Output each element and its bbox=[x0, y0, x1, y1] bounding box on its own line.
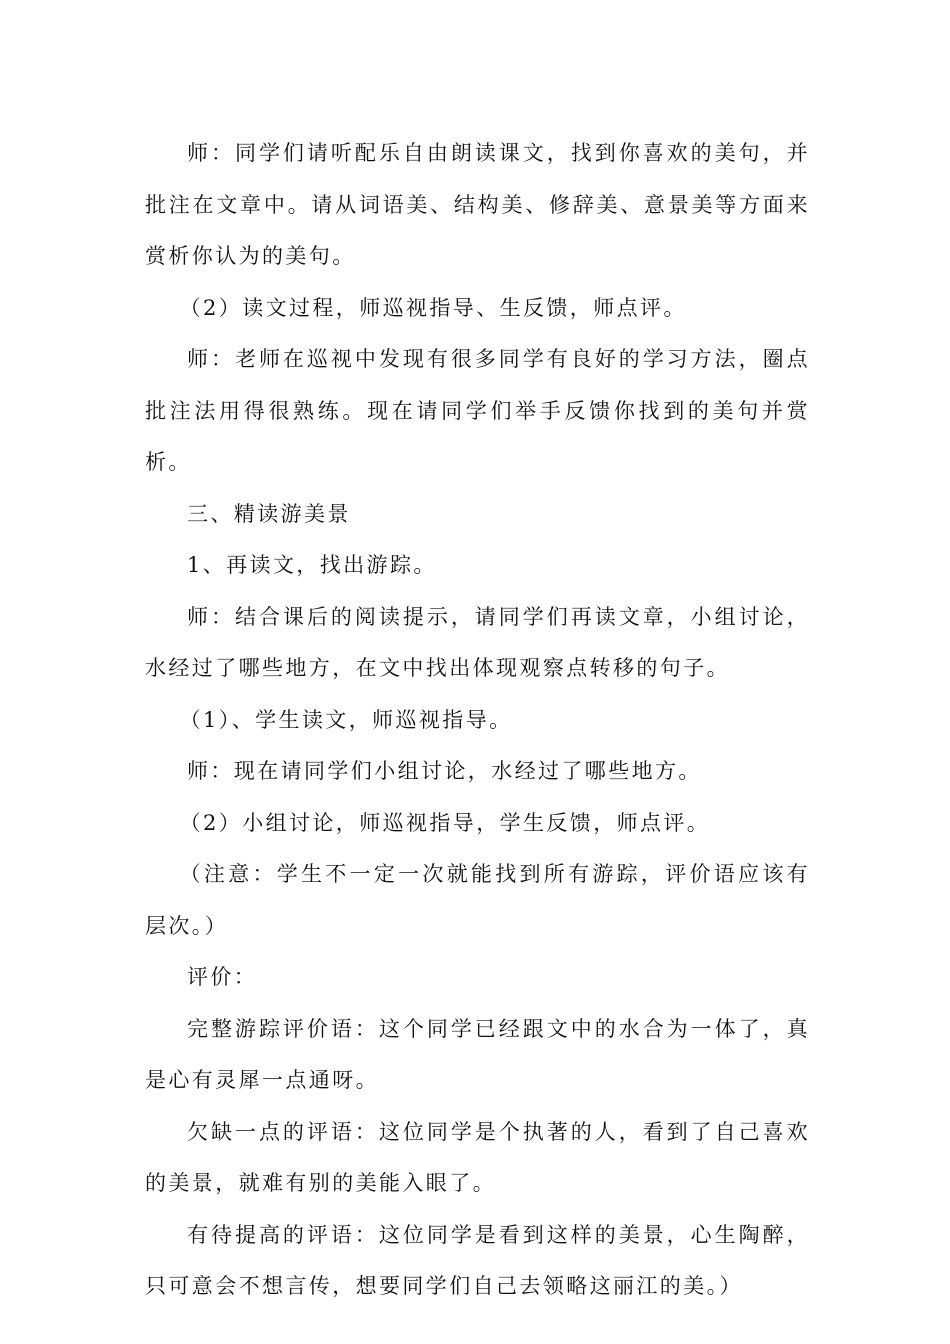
paragraph-evaluation-improve: 有待提高的评语：这位同学是看到这样的美景，心生陶醉，只可意会不想言传，想要同学们自己去领略这丽江的美。） bbox=[145, 1222, 810, 1298]
paragraph-step-2-group: （2）小组讨论，师巡视指导，学生反馈，师点评。 bbox=[179, 810, 711, 835]
paragraph-step-1-students: （1）、学生读文，师巡视指导。 bbox=[179, 707, 513, 732]
paragraph-evaluation-complete: 完整游踪评价语：这个同学已经跟文中的水合为一体了，真是心有灵犀一点通呀。 bbox=[145, 1016, 810, 1092]
paragraph-step-2-reading: （2）读文过程，师巡视指导、生反馈，师点评。 bbox=[179, 295, 687, 320]
paragraph-teacher-group: 师：现在请同学们小组讨论，水经过了哪些地方。 bbox=[187, 759, 702, 783]
paragraph-teacher-instruction: 师：同学们请听配乐自由朗读课文，找到你喜欢的美句，并批注在文章中。请从词语美、结构美、修辞美、意景美等方面来赏析你认为的美句。 bbox=[145, 141, 810, 268]
paragraph-teacher-discussion: 师：结合课后的阅读提示，请同学们再读文章，小组讨论，水经过了哪些地方，在文中找出体现观察点转移的句子。 bbox=[145, 604, 810, 680]
paragraph-note: （注意：学生不一定一次就能找到所有游踪，评价语应该有层次。） bbox=[145, 862, 810, 938]
paragraph-evaluation-label: 评价： bbox=[187, 965, 258, 989]
paragraph-item-1: 1、再读文，找出游踪。 bbox=[187, 553, 437, 577]
section-heading-3: 三、精读游美景 bbox=[187, 501, 351, 526]
paragraph-evaluation-partial: 欠缺一点的评语：这位同学是个执著的人，看到了自己喜欢的美景，就难有别的美能入眼了。 bbox=[145, 1119, 810, 1195]
document-body bbox=[145, 128, 810, 1313]
paragraph-teacher-feedback: 师：老师在巡视中发现有很多同学有良好的学习方法，圈点批注法用得很熟练。现在请同学们举手反馈你找到的美句并赏析。 bbox=[145, 347, 810, 474]
